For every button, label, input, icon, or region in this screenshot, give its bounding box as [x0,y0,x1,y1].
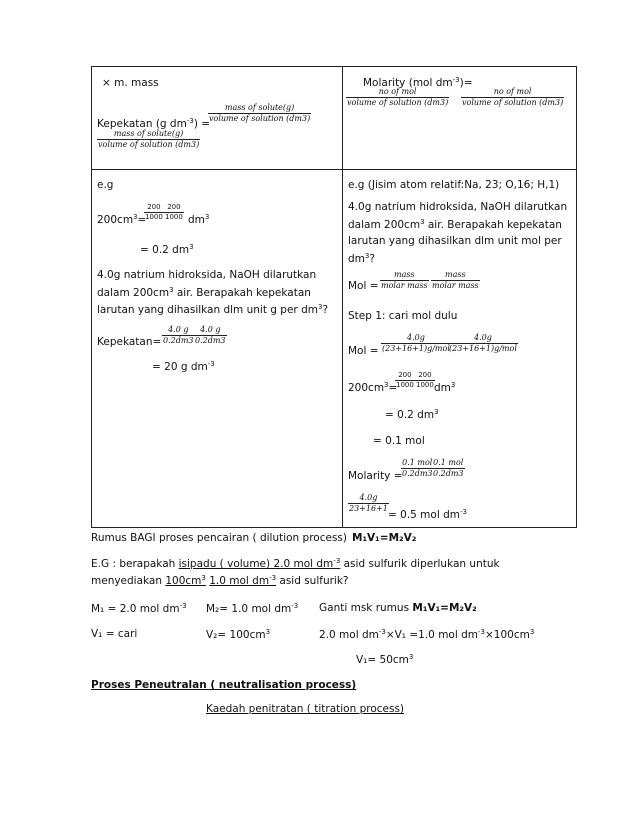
molarity-fraction-repeat: 0.1 mol 0.2dm3 [433,458,464,478]
question-line: $dm^3$? [348,252,375,265]
question-line: dalam $200cm^3$ air. Berapakah kepekatan [97,286,311,299]
dilution-heading: Rumus BAGI proses pencairan ( dilution process) [91,532,347,544]
molarity-label: Molarity (mol $dm^{-3})=$ [363,76,473,89]
titration-subheading: Kaedah penitratan ( titration process) [206,703,405,715]
mol-label: Mol = [348,280,379,292]
cell-molarity-definition [343,67,577,170]
mol-fraction-repeat: mass molar mass [432,270,479,290]
kepekatan-answer: = 20 g $dm^{-3}$ [152,360,215,373]
volume-fraction-repeat: 200 1000 [165,203,183,221]
v2-value: $V_2= 100cm^3$ [206,628,271,641]
volume-fraction: 200 1000 [396,371,414,389]
volume-unit: $dm^3$ [434,381,456,394]
question-line: dalam $200cm^3$ air. Berapakah kepekatan [348,218,562,231]
cell-concentration-definition [92,67,343,170]
m1-value: M₁ = 2.0 mol $dm^{-3}$ [91,602,187,615]
volume-conversion: $200cm^3=$ [97,213,147,226]
dilution-question-line: menyediakan $100cm^3$ 1.0 mol $dm^{-3}$ asid sulfurik? [91,574,349,587]
molarity-fraction: 0.1 mol 0.2dm3 [402,458,433,478]
v1-answer: $V_1= 50cm^3$ [356,653,414,666]
volume-result: = 0.2 $dm^3$ [140,243,194,256]
dilution-question-line: E.G : berapakah isipadu ( volume) 2.0 mol $dm^{-3}$ asid sulfurik diperlukan untuk [91,557,500,570]
kepekatan-label: Kepekatan (g $dm^{-3}$) = [97,117,211,130]
volume-unit: $dm^3$ [188,213,210,226]
kepekatan-fraction: $\frac{4.0 g}{0.2dm3}$ [163,325,194,345]
molarity-final-fraction: $\frac{4.0g}{23+16+1}$ [349,493,388,513]
mol-label: Mol = [348,345,379,357]
question-line: 4.0g natrium hidroksida, NaOH dilarutkan [348,201,568,213]
question-line: larutan yang dihasilkan dlm unit g per $dm^3$? [97,303,329,316]
molarity-answer: = 0.5 mol $dm^{-3}$ [388,508,467,521]
molarity-formula-repeat: no of mol volume of solution (dm3) [462,87,564,107]
volume-conversion: $200cm^3=$ [348,381,398,394]
concentration-formula: mass of solute(g) volume of solution (dm3) [209,103,311,123]
concentration-table [91,66,577,528]
volume-fraction: 200 1000 [145,203,163,221]
kepekatan-calc-label: Kepekatan= [97,336,162,348]
concentration-formula-repeat: mass of solute(g) volume of solution (dm3) [98,129,200,149]
substitute-label: Ganti msk rumus M₁V₁=M₂V₂ [319,602,477,614]
mol-fraction: mass molar mass [381,270,428,290]
molarity-calc-label: Molarity = [348,470,403,482]
substitution-calc: 2.0 mol $dm^{-3}\times V_1 =1.0$ mol $dm^{-3}\times 100cm^3$ [319,628,535,641]
cell-molarity-example [343,170,577,528]
cell-text: × m. mass [102,77,159,89]
mol-value-fraction-repeat: 4.0g (23+16+1)g/mol [449,333,517,353]
dilution-formula: M₁V₁=M₂V₂ [352,532,417,544]
mol-value-fraction: 4.0g (23+16+1)g/mol [382,333,450,353]
v1-value: V₁ = cari [91,628,138,640]
m2-value: M₂= 1.0 mol $dm^{-3}$ [206,602,299,615]
step-label: Step 1: cari mol dulu [348,310,458,322]
volume-result: = 0.2 $dm^3$ [385,408,439,421]
question-line: 4.0g natrium hidroksida, NaOH dilarutkan [97,269,317,281]
kepekatan-fraction-repeat: $\frac{4.0 g}{0.2dm3}$ [195,325,226,345]
cell-concentration-example [92,170,343,528]
volume-fraction-repeat: 200 1000 [416,371,434,389]
eg-label: e.g (Jisim atom relatif:Na, 23; O,16; H,1) [348,179,560,191]
neutralisation-heading: Proses Peneutralan ( neutralisation process) [91,679,357,691]
question-line: larutan yang dihasilkan dlm unit mol per [348,235,562,247]
mol-result: = 0.1 mol [373,435,425,447]
molarity-formula: no of mol volume of solution (dm3) [347,87,449,107]
eg-label: e.g [97,179,114,191]
